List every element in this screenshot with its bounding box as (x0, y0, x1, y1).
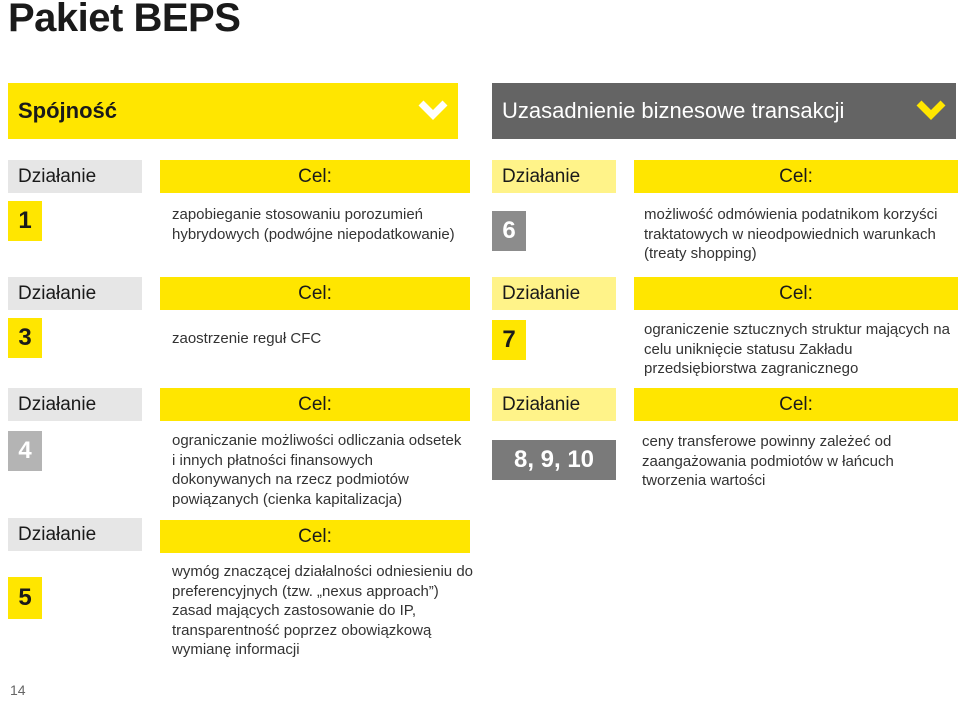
action-label: Działanie (492, 160, 616, 193)
action-number: 8, 9, 10 (492, 440, 616, 480)
section-header-consistency (8, 83, 458, 139)
action-number: 5 (8, 577, 42, 619)
action-label: Działanie (8, 160, 142, 193)
goal-label: Cel: (634, 277, 958, 310)
section-header-business-substance (492, 83, 956, 139)
action-goal-text: ceny transferowe powinny zależeć od zaangażowania podmiotów w łańcuch tworzenia wartości (642, 433, 894, 489)
action-number: 4 (8, 431, 42, 471)
action-label: Działanie (8, 388, 142, 421)
action-goal-text: możliwość odmówienia podatnikom korzyści traktatowych w nieodpowiednich warunkach (treaty shopping) (644, 206, 938, 262)
section-title: Uzasadnienie biznesowe transakcji (502, 98, 845, 123)
action-number: 3 (8, 318, 42, 358)
action-number: 6 (492, 211, 526, 251)
goal-label: Cel: (634, 160, 958, 193)
action-label: Działanie (8, 518, 142, 551)
action-goal-text: wymóg znaczącej działalności odniesieniu do preferencyjnych (tzw. „nexus approach”) zasad mających zastosowanie do IP, transparentność poprzez obowiązkową wymianę informacji (172, 563, 474, 658)
action-goal-text: ograniczenie sztucznych struktur mających na celu uniknięcie statusu Zakładu przedsiębiorstwa zagranicznego (644, 321, 950, 377)
goal-label: Cel: (160, 520, 470, 553)
action-number: 7 (492, 320, 526, 360)
goal-label: Cel: (634, 388, 958, 421)
page-number: 14 (10, 682, 26, 698)
action-label: Działanie (492, 388, 616, 421)
goal-label: Cel: (160, 277, 470, 310)
page-title: Pakiet BEPS (8, 0, 241, 40)
action-goal-text: zapobieganie stosowaniu porozumień hybrydowych (podwójne niepodatkowanie) (172, 206, 455, 243)
section-title: Spójność (18, 98, 118, 123)
action-label: Działanie (8, 277, 142, 310)
chevron-down-icon (418, 99, 448, 121)
action-goal-text: zaostrzenie reguł CFC (172, 330, 322, 347)
chevron-down-icon (916, 99, 946, 121)
action-goal-text: ograniczanie możliwości odliczania odsetek i innych płatności finansowych dokonywanych na rzecz podmiotów powiązanych (cienka kapitalizacja) (172, 432, 462, 508)
goal-label: Cel: (160, 160, 470, 193)
action-number: 1 (8, 201, 42, 241)
goal-label: Cel: (160, 388, 470, 421)
action-label: Działanie (492, 277, 616, 310)
